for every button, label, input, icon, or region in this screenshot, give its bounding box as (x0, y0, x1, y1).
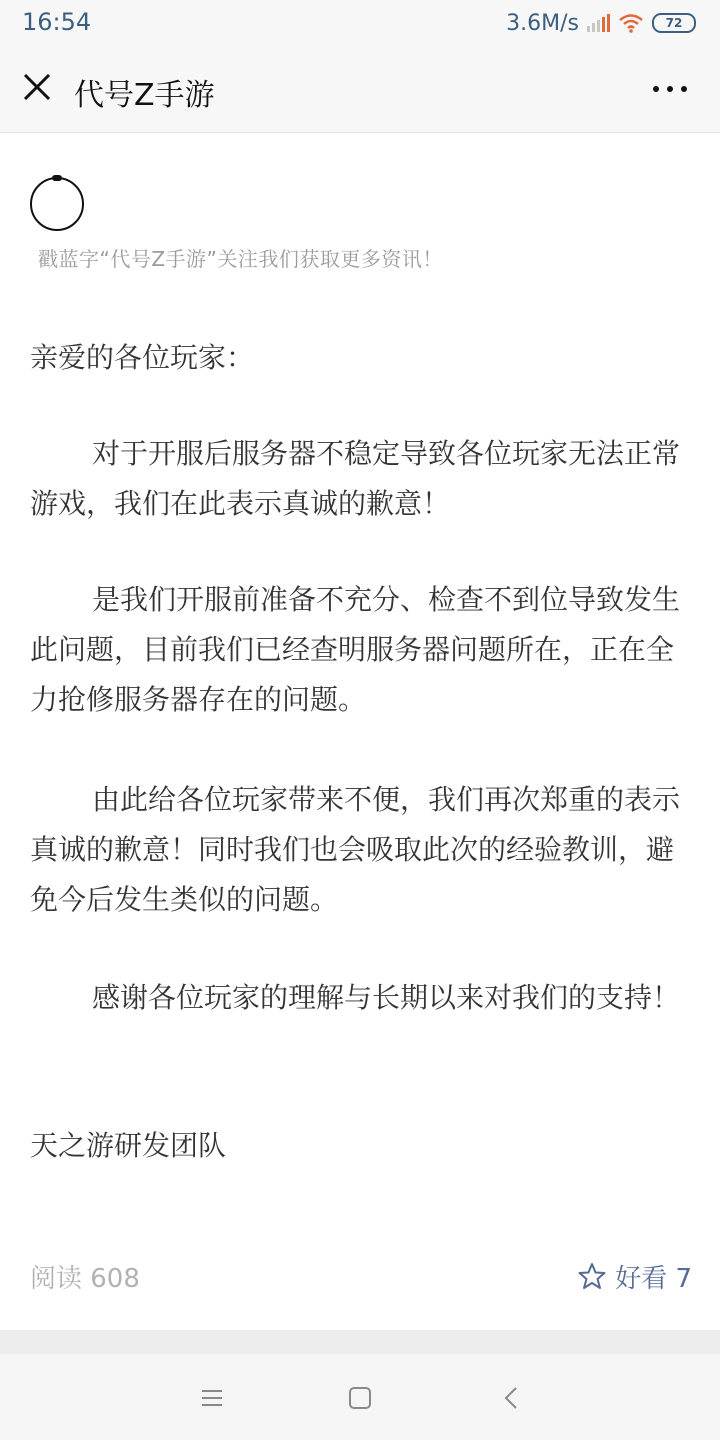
section-divider (0, 1330, 720, 1354)
nav-bar (0, 46, 720, 133)
back-icon[interactable] (496, 1382, 528, 1414)
paragraph-1: 对于开服后服务器不稳定导致各位玩家无法正常游戏，我们在此表示真诚的歉意！ (30, 437, 681, 520)
paragraph-3: 由此给各位玩家带来不便，我们再次郑重的表示真诚的歉意！同时我们也会吸取此次的经验教训，避免今后发生类似的问题。 (30, 783, 681, 916)
follow-tip: 戳蓝字“代号Z手游”关注我们获取更多资讯！ (38, 247, 443, 271)
article-footer (30, 1258, 692, 1298)
status-time: 16:54 (22, 8, 92, 36)
status-indicators (506, 8, 696, 38)
like-label: 好看 7 (615, 1264, 692, 1294)
avatar-dot (52, 175, 62, 181)
more-icon[interactable] (650, 74, 690, 104)
read-count: 阅读 608 (30, 1264, 140, 1294)
network-speed: 3.6M/s (506, 10, 579, 36)
status-bar (0, 0, 720, 46)
page-title: 代号Z手游 (74, 78, 215, 113)
paragraph-4: 感谢各位玩家的理解与长期以来对我们的支持！ (92, 981, 681, 1014)
star-icon (577, 1262, 607, 1292)
system-nav-bar (0, 1354, 720, 1440)
battery-indicator: 72 (652, 13, 696, 33)
home-icon[interactable] (344, 1382, 376, 1414)
greeting: 亲爱的各位玩家： (30, 341, 255, 374)
like-button[interactable] (577, 1258, 692, 1295)
paragraph-2: 是我们开服前准备不充分、检查不到位导致发生此问题，目前我们已经查明服务器问题所在，正在全力抢修服务器存在的问题。 (30, 583, 681, 716)
wifi-icon (618, 13, 644, 33)
signature: 天之游研发团队 (30, 1129, 227, 1162)
signal-icon (587, 14, 610, 32)
menu-icon[interactable] (196, 1382, 228, 1414)
close-icon[interactable] (18, 68, 56, 106)
account-avatar[interactable] (30, 177, 84, 231)
